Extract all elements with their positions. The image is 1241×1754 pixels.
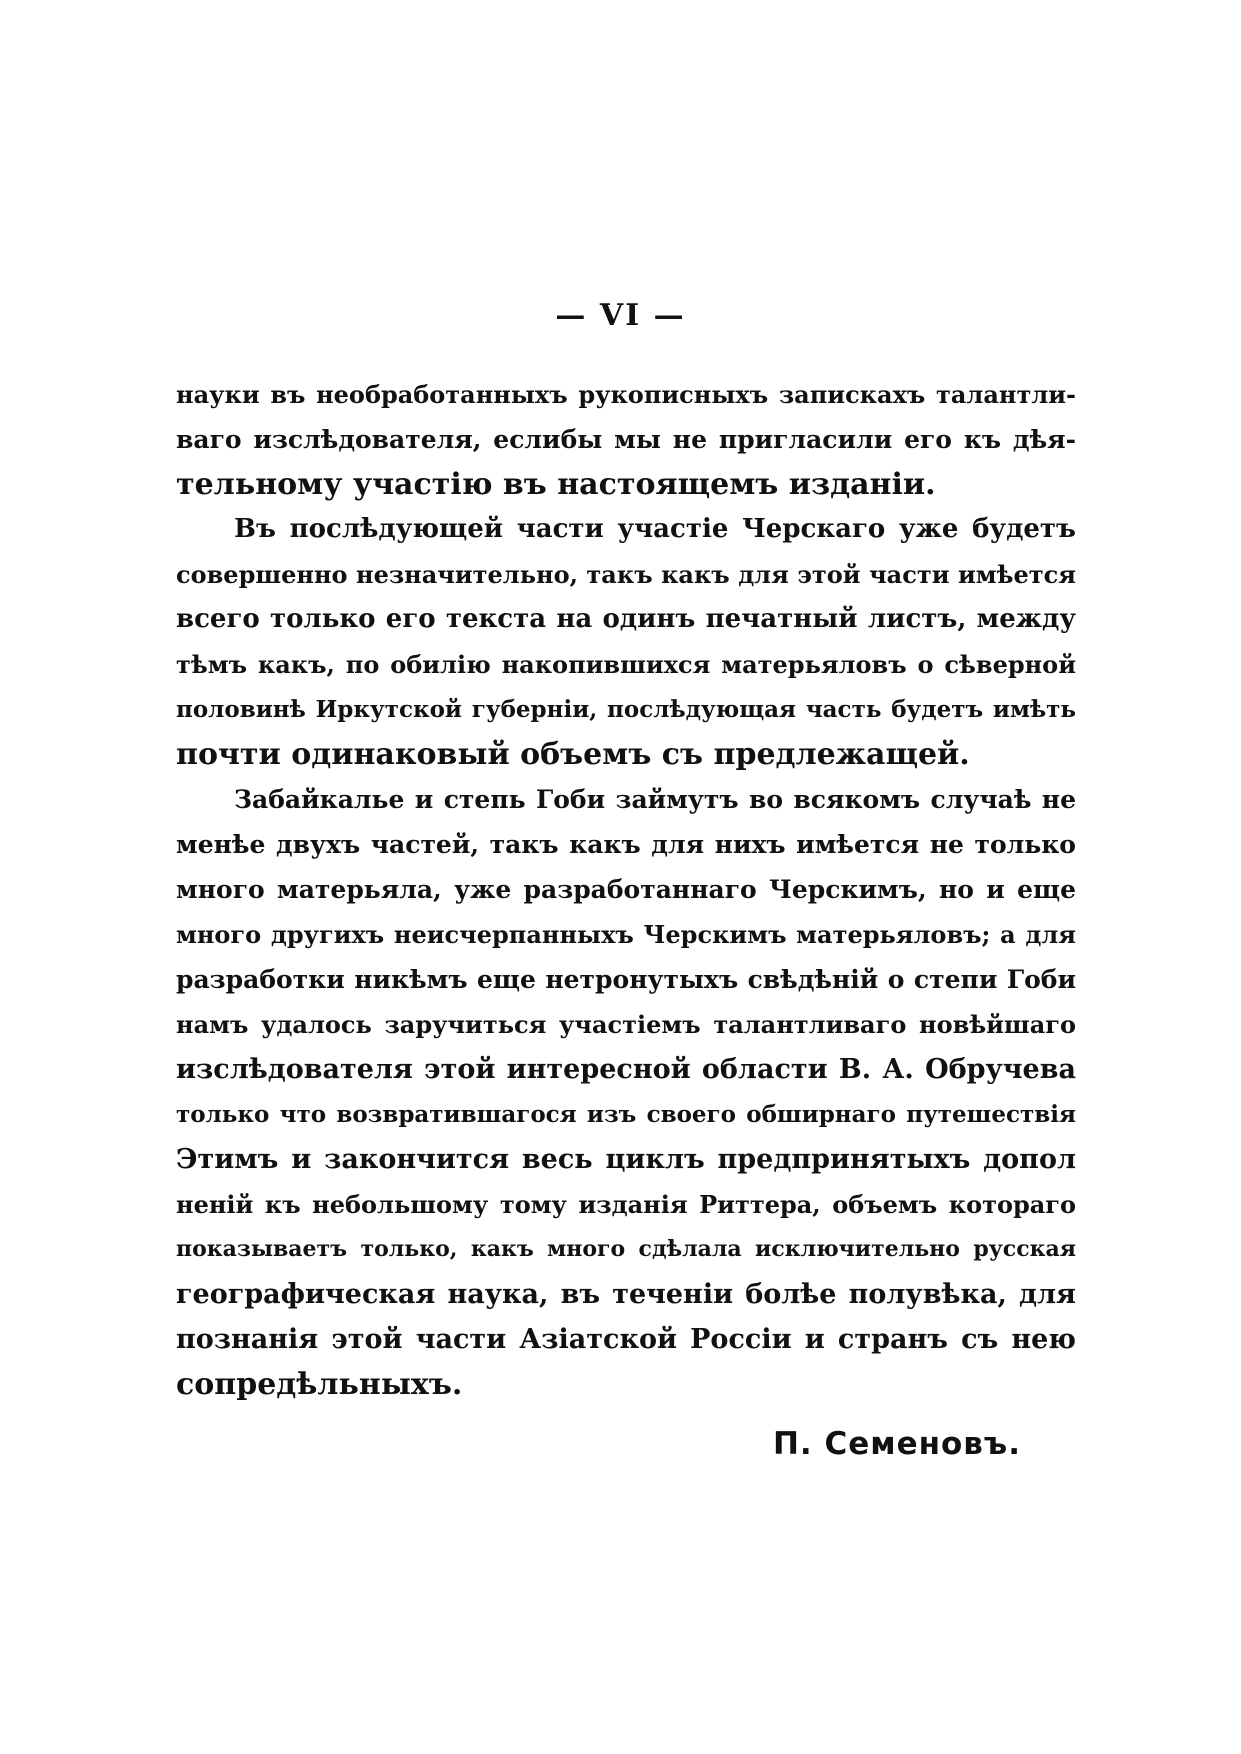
text-line: менѣе двухъ частей, такъ какъ для нихъ имѣется не только bbox=[176, 830, 1076, 859]
text-line: Забайкалье и степь Гоби займутъ во всякомъ случаѣ не bbox=[234, 785, 1076, 814]
text-line: только что возвратившагося изъ своего обширнаго путешествія bbox=[176, 1101, 1076, 1128]
text-line: половинѣ Иркутской губерніи, послѣдующая часть будетъ имѣть bbox=[176, 696, 1076, 723]
text-line: ваго изслѣдователя, еслибы мы не пригласили его къ дѣя- bbox=[176, 425, 1076, 454]
text-line: неній къ небольшому тому изданія Риттера, объемъ котораго bbox=[176, 1190, 1076, 1219]
page-number-header: — VI — bbox=[555, 298, 686, 333]
text-line: познанія этой части Азіатской Россіи и странъ съ нею bbox=[176, 1324, 1076, 1355]
text-line: Въ послѣдующей части участіе Черскаго уже будетъ bbox=[234, 514, 1076, 544]
author-signature: П. Семеновъ. bbox=[772, 1426, 1021, 1462]
text-line: много другихъ неисчерпанныхъ Черскимъ матерьяловъ; а для bbox=[176, 920, 1076, 949]
text-line: тельному участію въ настоящемъ изданіи. bbox=[176, 467, 936, 502]
text-line: почти одинаковый объемъ съ предлежащей. bbox=[176, 737, 970, 772]
text-line: сопредѣльныхъ. bbox=[176, 1367, 463, 1402]
text-line: разработки никѣмъ еще нетронутыхъ свѣдѣній о степи Гоби bbox=[176, 965, 1076, 994]
text-line: показываетъ только, какъ много сдѣлала исключительно русская bbox=[176, 1236, 1076, 1262]
text-line: намъ удалось заручиться участіемъ талантливаго новѣйшаго bbox=[176, 1010, 1076, 1039]
text-line: науки въ необработанныхъ рукописныхъ запискахъ талантли- bbox=[176, 380, 1076, 409]
text-line: совершенно незначительно, такъ какъ для этой части имѣется bbox=[176, 560, 1076, 589]
text-line: Этимъ и закончится весь циклъ предпринятыхъ допол bbox=[176, 1144, 1076, 1175]
text-line: много матерьяла, уже разработаннаго Черскимъ, но и еще bbox=[176, 875, 1076, 904]
text-line: тѣмъ какъ, по обилію накопившихся матерьяловъ о сѣверной bbox=[176, 650, 1076, 679]
text-line: географическая наука, въ теченіи болѣе полувѣка, для bbox=[176, 1279, 1076, 1310]
body-text bbox=[176, 372, 1076, 1407]
text-line: изслѣдователя этой интересной области В. А. Обручева bbox=[176, 1054, 1076, 1085]
text-line: всего только его текста на одинъ печатный листъ, между bbox=[176, 604, 1076, 634]
